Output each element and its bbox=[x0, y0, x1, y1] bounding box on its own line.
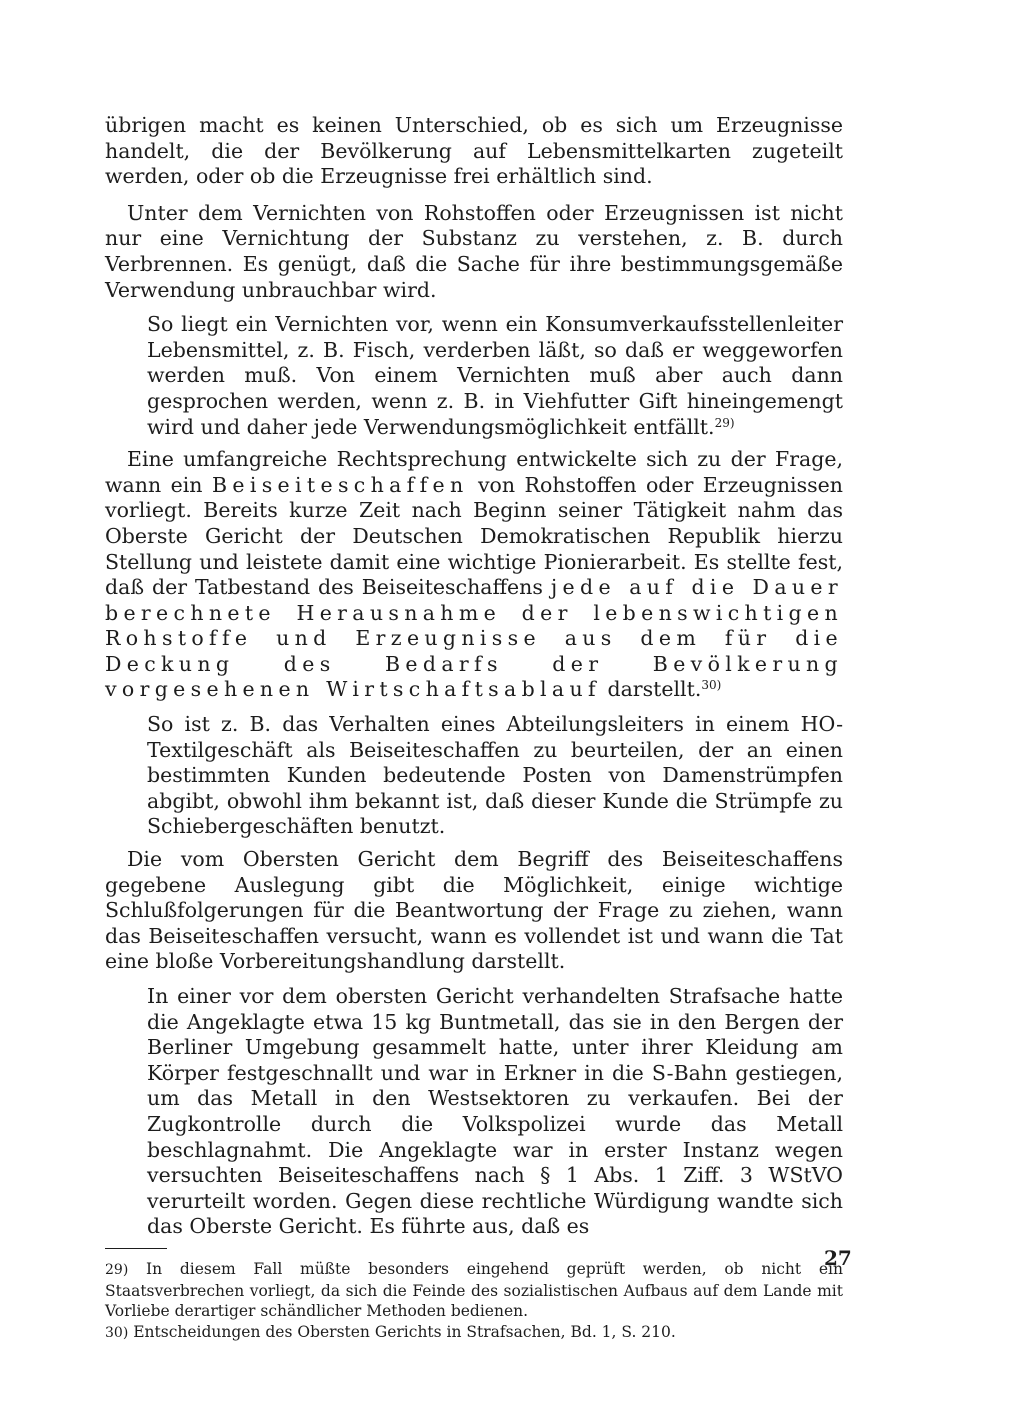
footnote: 29) In diesem Fall müßte besonders eingehend geprüft werden, ob nicht ein Staatsverbrechen vorliegt, da sich die Feinde des sozialistischen Aufbaus auf dem Lande mit Vorliebe derartiger schändlicher Methoden bedienen. bbox=[105, 1259, 843, 1321]
body-paragraph: übrigen macht es keinen Unterschied, ob es sich um Erzeugnisse handelt, die der Bevölkerung auf Lebensmittelkarten zugeteilt werden, oder ob die Erzeugnisse frei erhältlich sind. bbox=[105, 113, 843, 189]
body-paragraph: Die vom Obersten Gericht dem Begriff des Beiseiteschaffens gegebene Auslegung gibt die Möglichkeit, einige wichtige Schlußfolgerungen für die Beantwortung der Frage zu ziehen, wann das Beiseiteschaffen versucht, wann es vollendet ist und wann die Tat eine bloße Vorbereitungshandlung darstellt. bbox=[105, 847, 843, 974]
footnote-ref[interactable]: 29) bbox=[714, 415, 735, 430]
footnote-ref[interactable]: 30) bbox=[701, 678, 722, 693]
page-content bbox=[105, 113, 843, 1343]
example-paragraph: So ist z. B. das Verhalten eines Abteilungsleiters in einem HO-Textilgeschäft als Beiseiteschaffen zu beurteilen, der an einen bestimmten Kunden bedeutende Posten von Damenstrümpfen abgibt, obwohl ihm bekannt ist, daß dieser Kunde die Strümpfe zu Schiebergeschäften benutzt. bbox=[147, 712, 843, 839]
body-paragraph: Unter dem Vernichten von Rohstoffen oder Erzeugnissen ist nicht nur eine Vernichtung der Substanz zu verstehen, z. B. durch Verbrennen. Es genügt, daß die Sache für ihre bestimmungsgemäße Verwendung unbrauchbar wird. bbox=[105, 200, 843, 302]
body-paragraph: Eine umfangreiche Rechtsprechung entwickelte sich zu der Frage, wann ein Beiseiteschaffen von Rohstoffen oder Erzeugnissen vorliegt. Bereits kurze Zeit nach Beginn seiner Tätigkeit nahm das Oberste Gericht der Deutschen Demokratischen Republik hierzu Stellung und leistete damit eine wichtige Pionierarbeit. Es stellte fest, daß der Tatbestand des Beiseiteschaffens jede auf die Dauer berechnete Herausnahme der lebenswichtigen Rohstoffe und Erzeugnisse aus dem für die Deckung des Bedarfs der Bevölkerung vorgesehenen Wirtschaftsablauf darstellt.$^{30)}$ bbox=[105, 447, 843, 702]
example-paragraph: So liegt ein Vernichten vor, wenn ein Konsumverkaufsstellenleiter Lebensmittel, z. B. Fisch, verderben läßt, so daß er weggeworfen werden muß. Von einem Vernichten muß aber auch dann gesprochen werden, wenn z. B. in Viehfutter Gift hineingemengt wird und daher jede Verwendungsmöglichkeit entfällt.$^{29)}$ bbox=[147, 312, 843, 439]
spaced-emphasis: jede auf die Dauer berechnete Herausnahme der lebenswichtigen Rohstoffe und Erzeugnisse aus dem für die Deckung des Bedarfs der Bevölkerung vorgesehenen Wirtschaftsablauf bbox=[105, 575, 843, 702]
footnote-separator bbox=[105, 1248, 167, 1249]
example-paragraph: In einer vor dem obersten Gericht verhandelten Strafsache hatte die Angeklagte etwa 15 kg Buntmetall, das sie in den Bergen der Berliner Umgebung gesammelt hatte, unter ihrer Kleidung am Körper festgeschnallt und war in Erkner in die S-Bahn gestiegen, um das Metall in den Westsektoren zu verkaufen. Bei der Zugkontrolle durch die Volkspolizei wurde das Metall beschlagnahmt. Die Angeklagte war in erster Instanz wegen versuchten Beiseiteschaffens nach § 1 Abs. 1 Ziff. 3 WStVO verurteilt worden. Gegen diese rechtliche Würdigung wandte sich das Oberste Gericht. Es führte aus, daß es bbox=[147, 984, 843, 1239]
spaced-emphasis: Beiseiteschaffen bbox=[211, 472, 469, 497]
page-number: 27 bbox=[824, 1246, 852, 1270]
footnote: 30) Entscheidungen des Obersten Gerichts in Strafsachen, Bd. 1, S. 210. bbox=[105, 1322, 676, 1341]
